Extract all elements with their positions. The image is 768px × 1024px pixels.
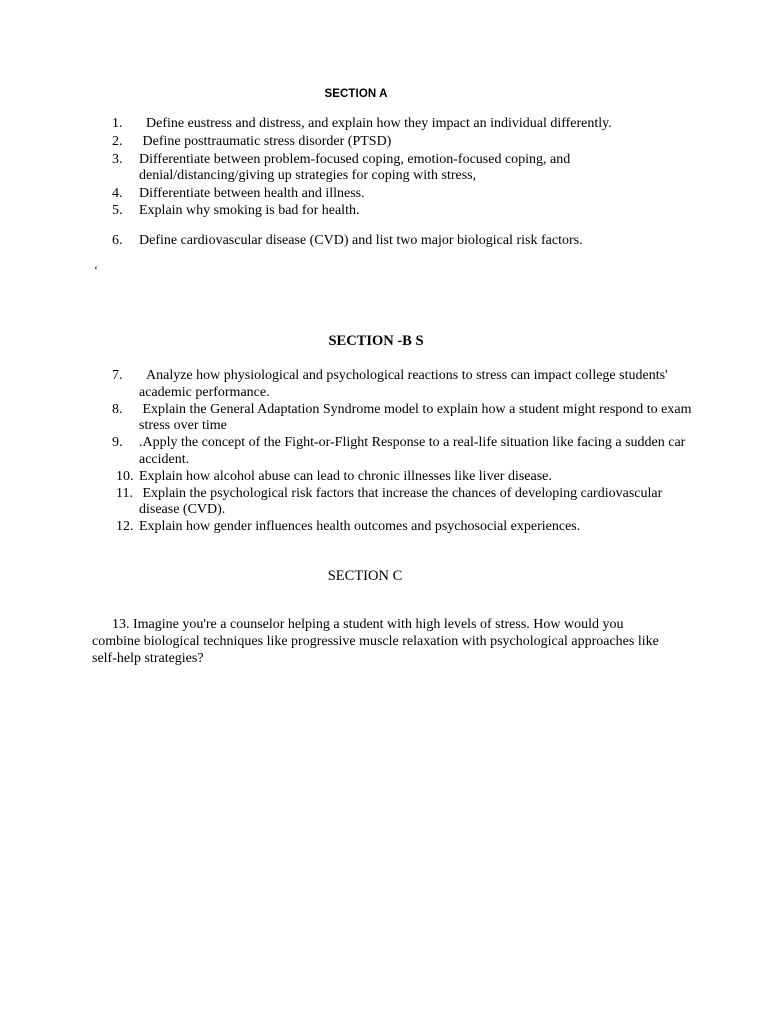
question-text: Differentiate between problem-focused coping, emotion-focused coping, and denial/distancing/giving up strategies for coping with stress, (139, 151, 571, 184)
question-item (112, 203, 692, 220)
section-a-question-list-continued (112, 233, 692, 250)
question-item (112, 116, 692, 133)
question-text: Differentiate between health and illness. (139, 186, 365, 202)
section-c-question: 13. Imagine you're a counselor helping a student with high levels of stress. How would you combine biological techniques like progressive muscle relaxation with psychological approaches like self-help strategies? (92, 617, 659, 666)
question-text: Analyze how physiological and psychological reactions to stress can impact college students' academic performance. (139, 368, 672, 400)
section-b-question-list (112, 368, 695, 536)
question-item (112, 469, 692, 486)
question-item (112, 134, 692, 151)
question-number: 11. (116, 485, 133, 501)
question-text: Explain the General Adaptation Syndrome model to explain how a student might respond to exam stress over time (139, 401, 695, 434)
question-number: 2. (112, 133, 123, 149)
question-item (112, 401, 695, 436)
question-item (112, 152, 692, 186)
question-text: Explain why smoking is bad for health. (139, 202, 360, 218)
stray-mark: ‘ (94, 263, 98, 277)
question-number: 6. (112, 233, 123, 248)
question-item (112, 435, 692, 469)
question-item (112, 233, 692, 250)
question-text: Define posttraumatic stress disorder (PTSD) (139, 133, 392, 149)
section-c-heading: SECTION C (327, 568, 403, 584)
question-text: Explain how alcohol abuse can lead to chronic illnesses like liver disease. (139, 468, 552, 484)
question-number: 8. (112, 401, 123, 417)
question-text: .Apply the concept of the Fight-or-Flight Response to a real-life situation like facing a sudden car accident. (139, 435, 686, 467)
question-text: Explain how gender influences health outcomes and psychosocial experiences. (139, 519, 581, 535)
question-item (112, 186, 692, 203)
question-number: 10. (116, 468, 134, 484)
question-number: 7. (112, 368, 123, 383)
section-b-heading: SECTION -B S (328, 333, 424, 349)
question-number: 1. (112, 116, 123, 131)
question-text: Define eustress and distress, and explain how they impact an individual differently. (139, 116, 612, 131)
question-number: 3. (112, 151, 123, 167)
question-text: Define cardiovascular disease (CVD) and list two major biological risk factors. (139, 233, 583, 248)
question-number: 12. (116, 519, 134, 535)
question-item (112, 486, 692, 520)
question-text: Explain the psychological risk factors that increase the chances of developing cardiovascular disease (CVD). (139, 485, 666, 518)
section-a-heading: SECTION A (324, 88, 388, 100)
question-number: 9. (112, 435, 123, 451)
question-item (112, 368, 692, 402)
section-a-question-list (112, 116, 692, 220)
question-number: 4. (112, 186, 123, 202)
question-number: 5. (112, 202, 123, 218)
question-item (112, 519, 692, 536)
